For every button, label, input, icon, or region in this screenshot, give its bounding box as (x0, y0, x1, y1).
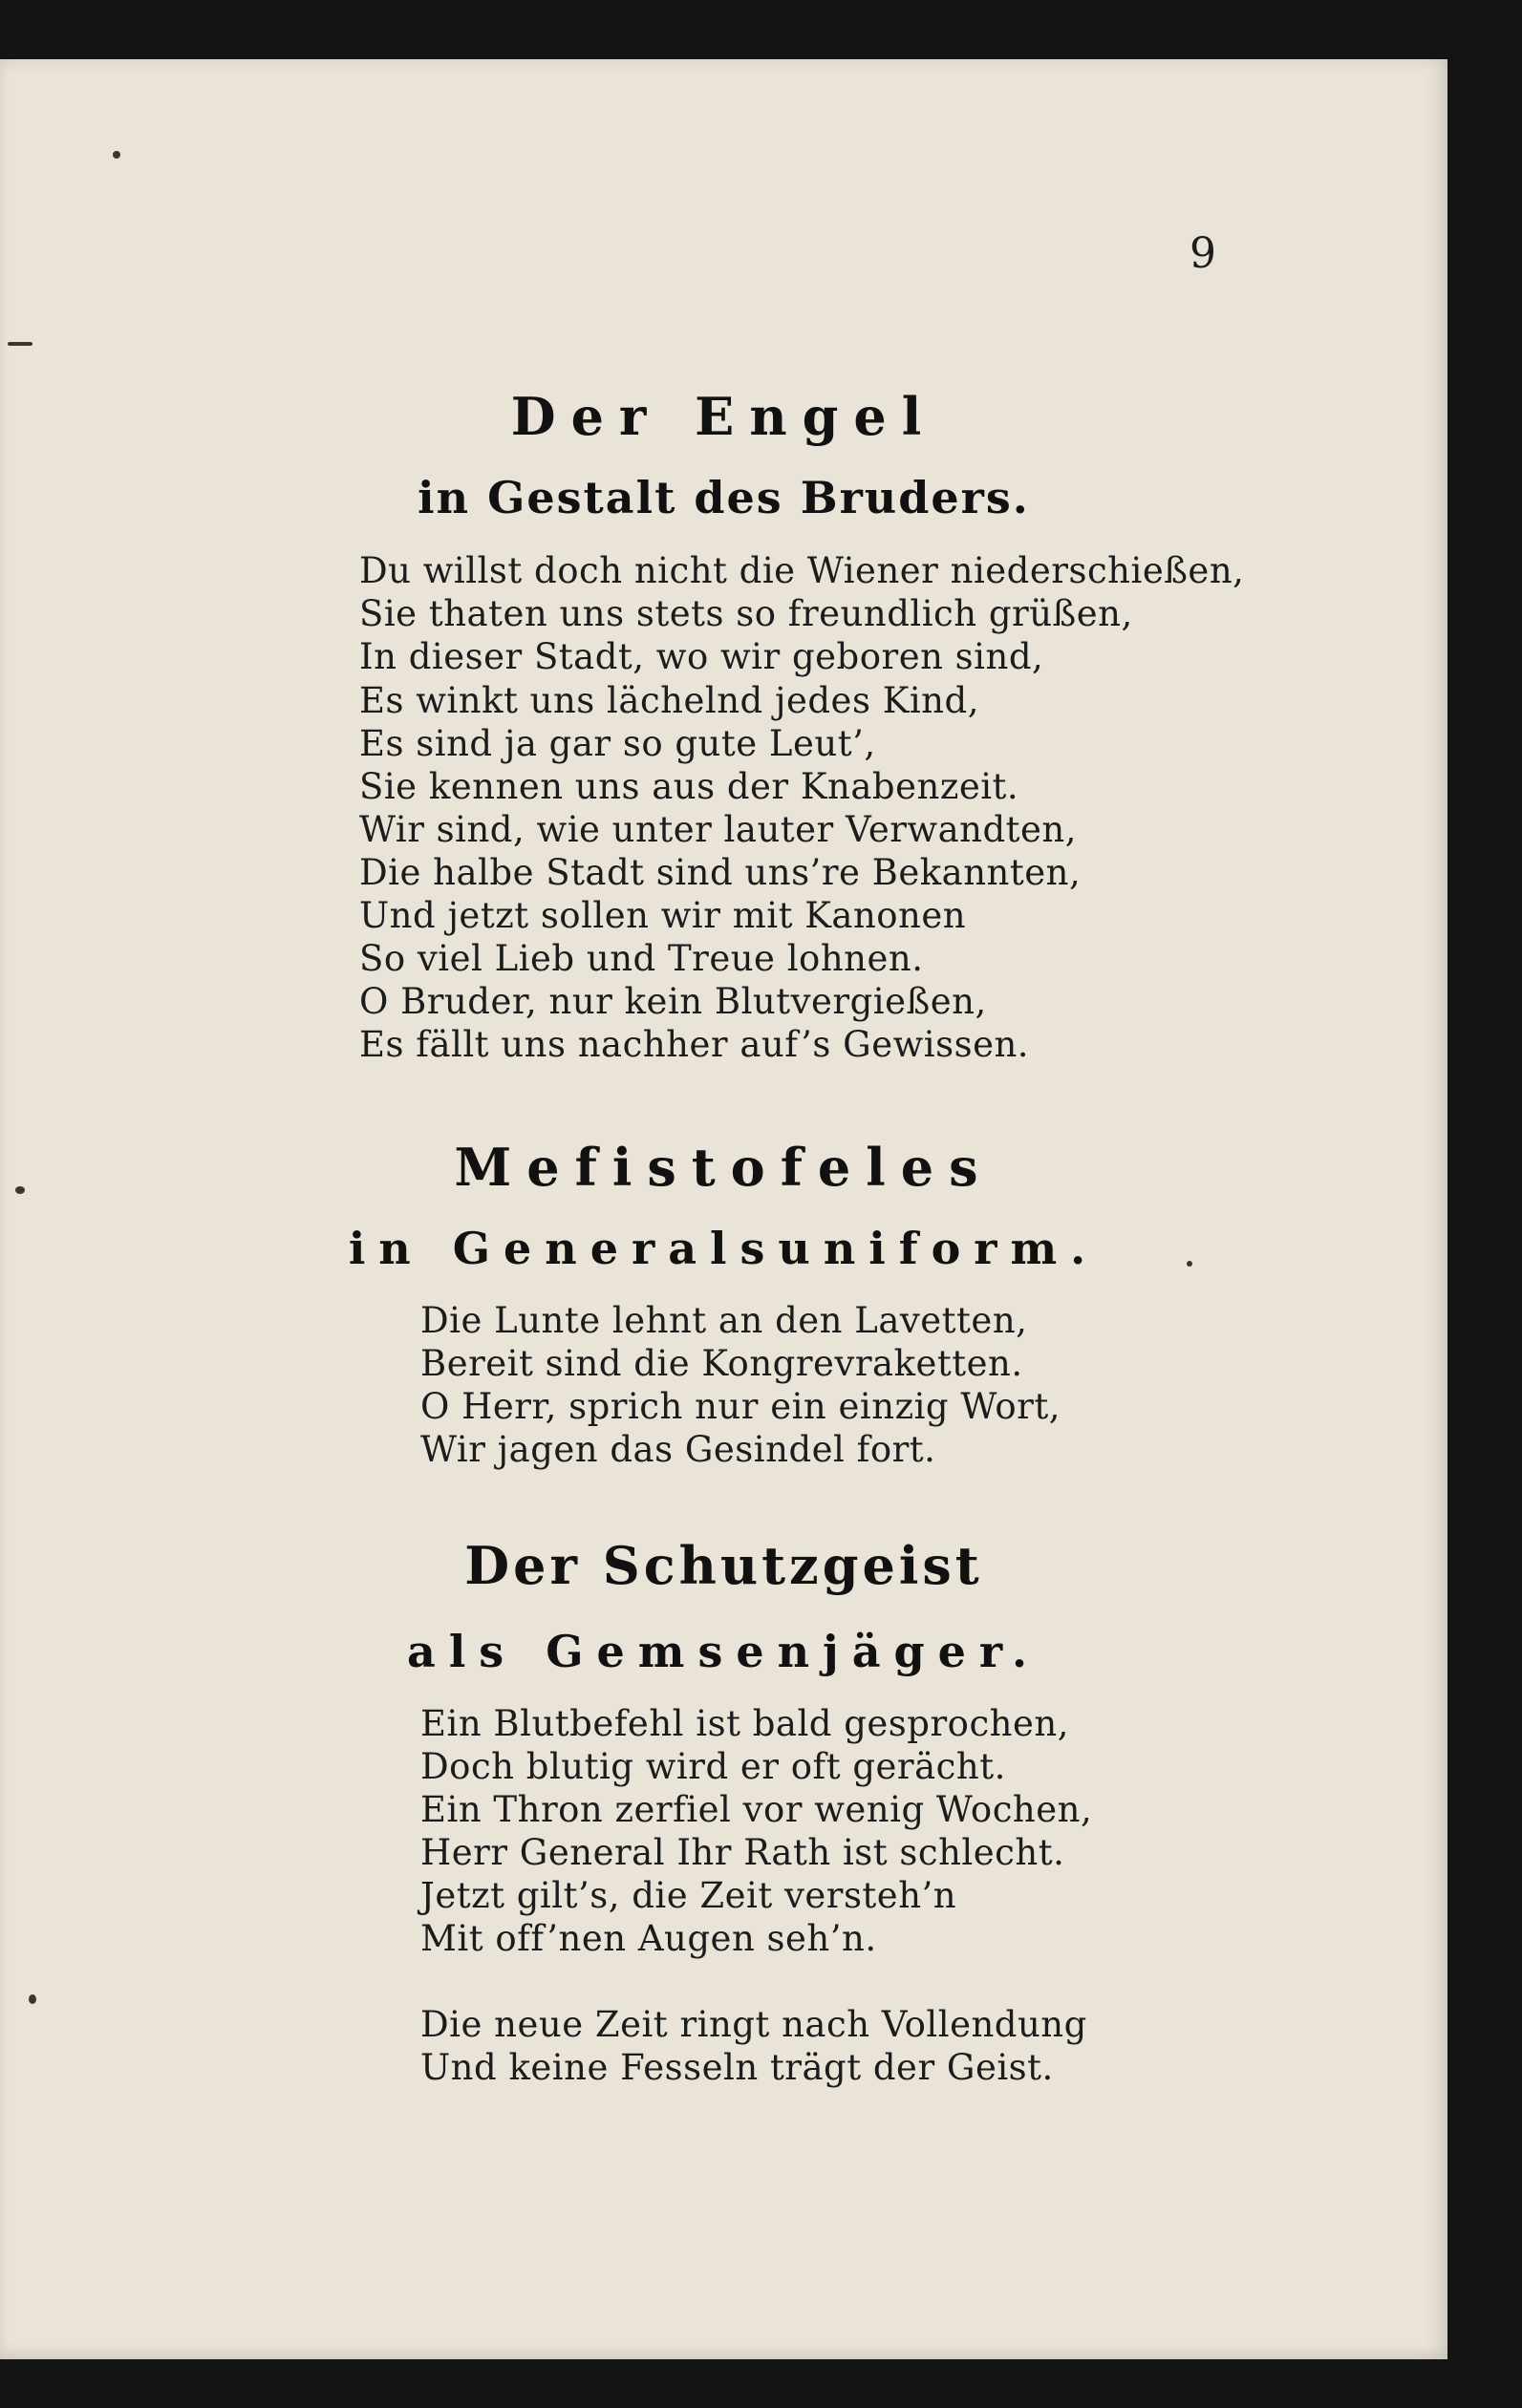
verse-line: Es sind ja gar so gute Leut’, (359, 723, 876, 764)
verse-line: Herr General Ihr Rath ist schlecht. (420, 1832, 1065, 1873)
verse-line: Es winkt uns lächelnd jedes Kind, (359, 680, 979, 721)
verse-line: Doch blutig wird er oft gerächt. (420, 1746, 1006, 1787)
verse-line: Und keine Fesseln trägt der Geist. (420, 2047, 1054, 2088)
verse-line: Die halbe Stadt sind uns’re Bekannten, (359, 852, 1082, 893)
verse-line: Die Lunte lehnt an den Lavetten, (420, 1300, 1028, 1341)
poem-subtitle: in Generalsuniform. (348, 1223, 1100, 1274)
verse-line: In dieser Stadt, wo wir geboren sind, (359, 636, 1044, 677)
verse-line: Jetzt gilt’s, die Zeit versteh’n (420, 1875, 957, 1916)
binding-mark (15, 1186, 25, 1194)
verse-line: Sie kennen uns aus der Knabenzeit. (359, 766, 1019, 807)
verse-line: So viel Lieb und Treue lohnen. (359, 938, 924, 979)
verse-line: Ein Blutbefehl ist bald gesprochen, (420, 1703, 1069, 1744)
binding-mark (29, 1994, 36, 2004)
book-page (0, 59, 1447, 2359)
poem-title: Der Engel (510, 386, 937, 447)
page-number: 9 (1190, 229, 1216, 278)
verse-line: Bereit sind die Kongrevraketten. (420, 1343, 1023, 1384)
verse-line: Mit off’nen Augen seh’n. (420, 1918, 877, 1959)
paper-speck (1187, 1261, 1192, 1267)
binding-mark (8, 342, 32, 346)
verse-line: O Bruder, nur kein Blutvergießen, (359, 981, 987, 1022)
verse-line: Wir sind, wie unter lauter Verwandten, (359, 809, 1077, 850)
verse-line: O Herr, sprich nur ein einzig Wort, (420, 1386, 1061, 1427)
poem-subtitle: in Gestalt des Bruders. (418, 472, 1030, 523)
verse-line: Wir jagen das Gesindel fort. (420, 1429, 936, 1470)
poem-title: Der Schutzgeist (464, 1535, 983, 1596)
verse-line: Sie thaten uns stets so freundlich grüßen, (359, 593, 1133, 634)
poem-subtitle: als Gemsenjäger. (407, 1626, 1040, 1677)
verse-line: Und jetzt sollen wir mit Kanonen (359, 895, 967, 936)
verse-line: Die neue Zeit ringt nach Vollendung (420, 2004, 1087, 2045)
paper-speck (113, 151, 120, 159)
verse-line: Ein Thron zerfiel vor wenig Wochen, (420, 1789, 1093, 1830)
poem-title: Mefistofeles (454, 1137, 994, 1198)
verse-line: Es fällt uns nachher auf’s Gewissen. (359, 1024, 1030, 1065)
verse-line: Du willst doch nicht die Wiener niederschießen, (359, 550, 1245, 591)
